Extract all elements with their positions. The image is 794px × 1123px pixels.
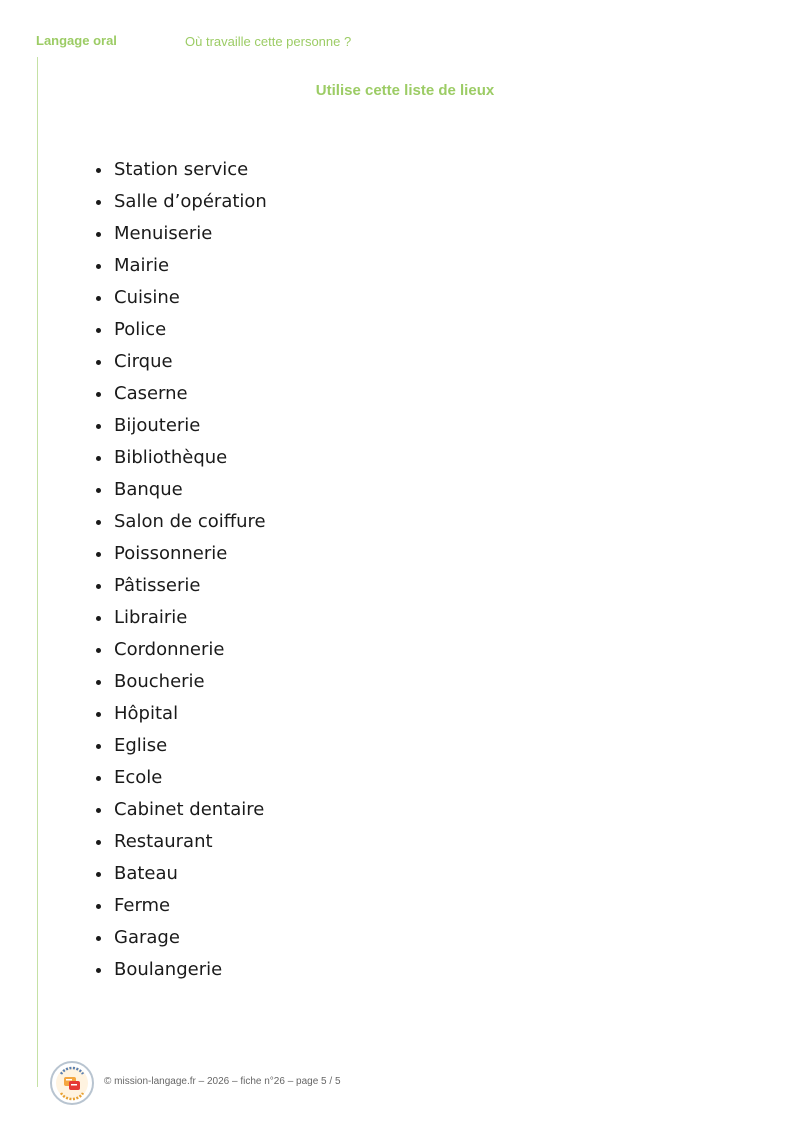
bullet-icon (96, 872, 101, 877)
mission-langage-logo-icon (49, 1060, 95, 1106)
bullet-icon (96, 424, 101, 429)
bullet-icon (96, 392, 101, 397)
side-rule (37, 57, 38, 1087)
header-category: Langage oral (36, 33, 117, 48)
bullet-icon (96, 232, 101, 237)
bullet-icon (96, 360, 101, 365)
list-item-label: Poissonnerie (114, 543, 228, 564)
list-item-label: Caserne (114, 383, 188, 404)
list-item-label: Boucherie (114, 671, 205, 692)
list-item-label: Mairie (114, 255, 170, 276)
bullet-icon (96, 904, 101, 909)
bullet-icon (96, 680, 101, 685)
list-item-label: Cordonnerie (114, 639, 225, 660)
list-item (96, 413, 267, 445)
bullet-icon (96, 840, 101, 845)
list-item-label: Hôpital (114, 703, 179, 724)
list-item-label: Cabinet dentaire (114, 799, 265, 820)
header-subtitle: Où travaille cette personne ? (185, 34, 352, 49)
list-item-label: Cuisine (114, 287, 180, 308)
list-item (96, 893, 267, 925)
list-item (96, 253, 267, 285)
list-item-label: Eglise (114, 735, 168, 756)
bullet-icon (96, 168, 101, 173)
bullet-icon (96, 296, 101, 301)
list-item (96, 669, 267, 701)
list-item (96, 701, 267, 733)
section-title: Utilise cette liste de lieux (315, 82, 495, 99)
bullet-icon (96, 328, 101, 333)
list-item (96, 509, 267, 541)
bullet-icon (96, 968, 101, 973)
list-item-label: Bibliothèque (114, 447, 228, 468)
list-item-label: Restaurant (114, 831, 213, 852)
list-item-label: Station service (114, 159, 249, 180)
bullet-icon (96, 712, 101, 717)
list-item-label: Librairie (114, 607, 188, 628)
list-item-label: Cirque (114, 351, 173, 372)
list-item (96, 765, 267, 797)
list-item (96, 189, 267, 221)
bullet-icon (96, 552, 101, 557)
list-item (96, 349, 267, 381)
list-item (96, 637, 267, 669)
places-list (96, 157, 267, 989)
list-item-label: Ecole (114, 767, 163, 788)
bullet-icon (96, 648, 101, 653)
list-item (96, 285, 267, 317)
bullet-icon (96, 456, 101, 461)
bullet-icon (96, 200, 101, 205)
list-item-label: Salle d’opération (114, 191, 267, 212)
list-item (96, 829, 267, 861)
list-item (96, 957, 267, 989)
list-item (96, 221, 267, 253)
list-item-label: Pâtisserie (114, 575, 201, 596)
footer-copyright: © mission-langage.fr – 2026 – fiche n°26 – page 5 / 5 (104, 1076, 341, 1087)
bullet-icon (96, 744, 101, 749)
list-item (96, 381, 267, 413)
list-item (96, 797, 267, 829)
bullet-icon (96, 488, 101, 493)
list-item-label: Banque (114, 479, 183, 500)
list-item (96, 925, 267, 957)
list-item-label: Bijouterie (114, 415, 201, 436)
bullet-icon (96, 616, 101, 621)
list-item (96, 317, 267, 349)
list-item-label: Menuiserie (114, 223, 213, 244)
list-item (96, 477, 267, 509)
list-item-label: Ferme (114, 895, 171, 916)
list-item-label: Boulangerie (114, 959, 223, 980)
list-item-label: Salon de coiffure (114, 511, 266, 532)
bullet-icon (96, 264, 101, 269)
bullet-icon (96, 808, 101, 813)
list-item (96, 573, 267, 605)
bullet-icon (96, 936, 101, 941)
list-item-label: Garage (114, 927, 180, 948)
list-item (96, 445, 267, 477)
list-item (96, 733, 267, 765)
list-item (96, 861, 267, 893)
list-item-label: Police (114, 319, 167, 340)
list-item-label: Bateau (114, 863, 178, 884)
list-item (96, 541, 267, 573)
bullet-icon (96, 776, 101, 781)
list-item (96, 157, 267, 189)
bullet-icon (96, 520, 101, 525)
list-item (96, 605, 267, 637)
bullet-icon (96, 584, 101, 589)
